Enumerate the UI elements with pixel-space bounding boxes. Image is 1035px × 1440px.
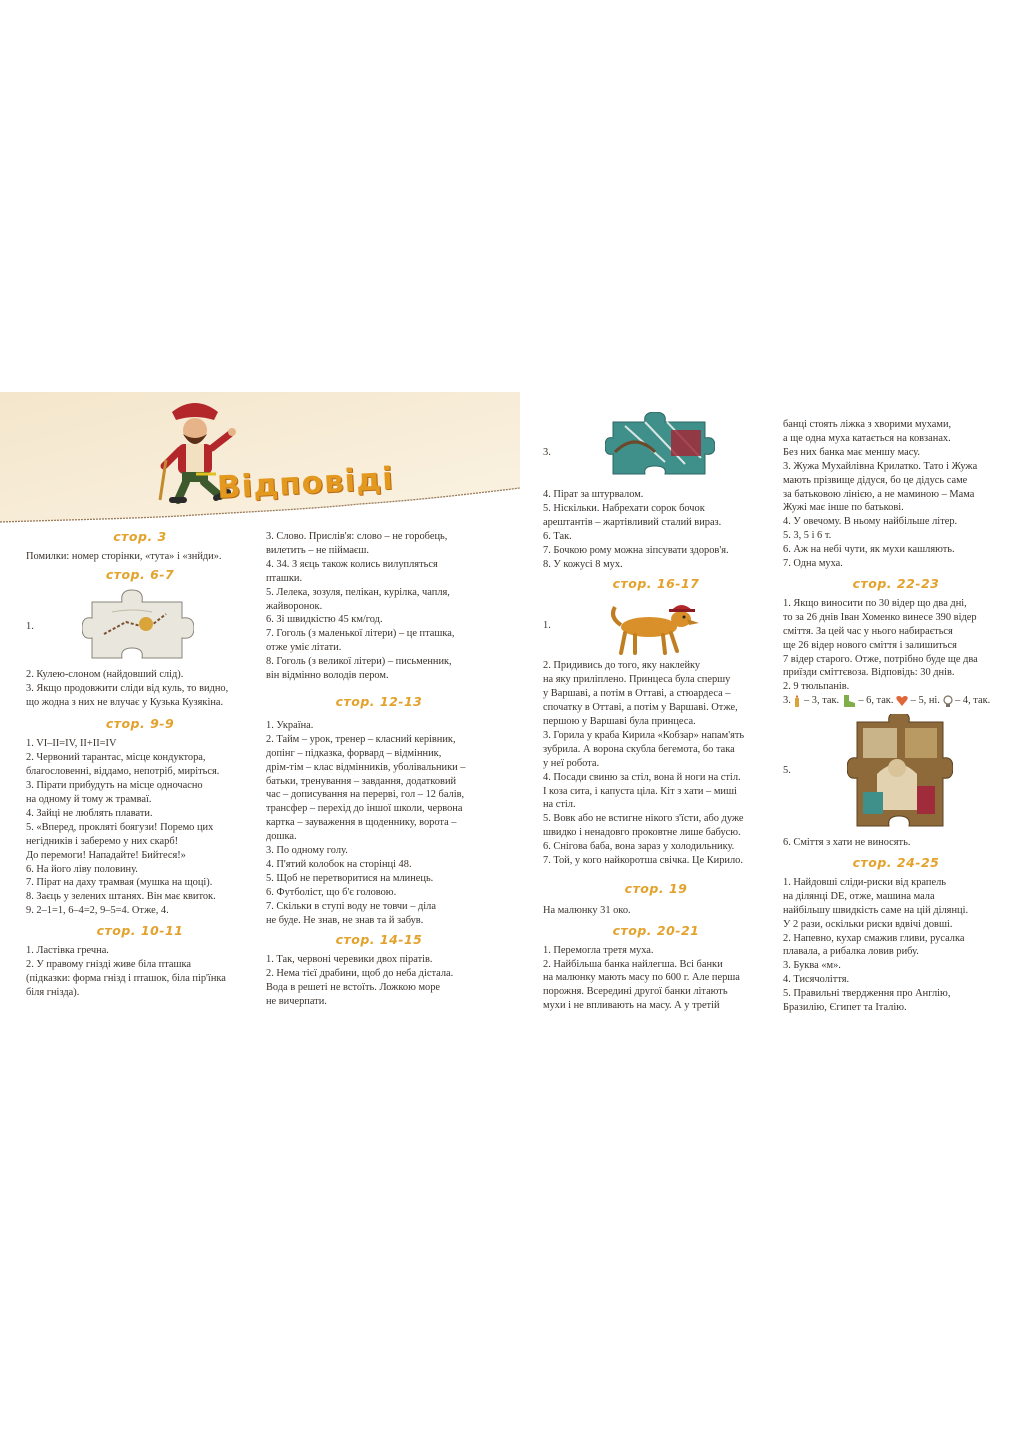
answer-line: 4. Тисячоліття.: [783, 974, 850, 986]
answer-line: 3. Пірати прибудуть на місце одночасно: [26, 780, 203, 792]
answer-line: арештантів – жартівливий сталий вираз.: [543, 516, 722, 528]
answers-column-3: [543, 418, 769, 1013]
answer-line: ще 26 відер нового сміття і залишиться: [783, 639, 957, 651]
answer-line: допінг – підказка, форвард – відмінник,: [266, 747, 442, 759]
answer-line: 4. У овечому. В ньому найбільше літер.: [783, 516, 958, 528]
answer-line: 2. Нема тієї драбини, щоб до неба дістала.: [266, 968, 454, 980]
answer-line: 1. Ластівка гречна.: [26, 945, 109, 957]
answer-line: вилетить – не піймаєш.: [266, 544, 369, 556]
answer-line: жайворонок.: [266, 600, 323, 612]
section-title: стор. 6-7: [105, 566, 175, 582]
answer-line: не буде. Не знав, не знав та й забув.: [266, 914, 424, 926]
answer-text: – 5, ні.: [910, 695, 940, 707]
page-title: Відповіді: [216, 460, 395, 506]
answer-line: не вичерпати.: [266, 996, 327, 1008]
answer-line: 4. Зайці не люблять плавати.: [26, 807, 153, 819]
answer-line: 3. Горила у краба Кирила «Кобзар» напам'ять: [543, 729, 745, 741]
answer-line: благословенні, віддамо, непотріб, миріться.: [26, 766, 220, 778]
answer-number: 5.: [783, 765, 791, 777]
answer-line: 6. Так.: [543, 530, 572, 542]
answer-line: сміття. За цей час у нього набирається: [783, 625, 953, 637]
answer-line: 4. Посади свиню за стіл, вона й ноги на стіл.: [543, 771, 741, 783]
answer-line: 2. Тайм – урок, тренер – класний керівник,: [266, 733, 456, 745]
answer-line: у неї робота.: [543, 757, 600, 769]
answer-line: 5. Вовк або не встигне нікого з'їсти, або дуже: [543, 813, 744, 825]
heart-icon: [896, 695, 908, 706]
boot-icon: [842, 695, 856, 707]
answer-line: До перемоги! Нападайте! Бийтеся!»: [26, 849, 186, 861]
answer-line: 3. Жужа Мухайлівна Крилатко. Тато і Жужа: [783, 460, 978, 472]
answer-line: 2. Придивись до того, яку наклейку: [543, 660, 701, 672]
answer-line: негідників і заберемо у них скарб!: [26, 835, 179, 847]
answer-line: 1. Україна.: [266, 719, 314, 731]
section-title: стор. 19: [624, 880, 688, 896]
answer-line: 7. Бочкою рому можна зіпсувати здоров'я.: [543, 544, 729, 556]
header-band: [0, 392, 520, 524]
puzzle-piece-ship-icon: [605, 412, 715, 478]
answer-line: 6. Аж на небі чути, як мухи кашляють.: [783, 544, 955, 556]
section-title: стор. 3: [113, 529, 167, 544]
answer-line: дошка.: [266, 831, 297, 843]
answer-line: 6. Снігова баба, вона зараз у холодильнику.: [543, 841, 735, 853]
section-title: стор. 22-23: [852, 575, 940, 591]
section-title: стор. 24-25: [852, 855, 940, 871]
answer-line: 2. Найбільша банка найлегша. Всі банки: [543, 958, 723, 970]
answer-text: – 3, так.: [804, 695, 840, 707]
answer-line: 2. 9 тюльпанів.: [783, 681, 850, 693]
answer-line: мають прізвище дідуся, бо це дідусь саме: [783, 474, 968, 486]
answer-line: Без них банка має меншу масу.: [783, 446, 920, 458]
answer-line: мухи і не впливають на масу. А у третій: [543, 1000, 720, 1012]
answer-line: І коза сита, і капуста ціла. Кіт з хати – миші: [543, 785, 737, 797]
answer-line: 3. Якщо продовжити сліди від куль, то видно,: [26, 682, 229, 694]
answer-line: на стіл.: [543, 799, 576, 811]
puzzle-piece-map-icon: [82, 588, 194, 664]
answer-line: 4. П'ятий колобок на сторінці 48.: [266, 858, 412, 870]
answer-line: 6. Зі швидкістю 45 км/год.: [266, 614, 383, 626]
answer-line: Бразилію, Єгипет та Італію.: [783, 1002, 907, 1014]
answer-line: банці стоять ліжка з хворими мухами,: [783, 419, 952, 430]
answer-line: 7. Той, у кого найкоротша свічка. Це Кирило.: [543, 855, 743, 867]
answer-line: 8. Заєць у зелених штанях. Він має квиток.: [26, 891, 216, 903]
answer-line: то за 26 днів Іван Хоменко винесе 390 відер: [783, 611, 977, 623]
answer-line: плавала, а рибалка ловив рибу.: [783, 946, 919, 958]
answer-line: 5. Щоб не перетворитися на млинець.: [266, 872, 434, 884]
answer-line: У 2 рази, оскільки риски вдвічі довші.: [783, 918, 953, 930]
answer-line: він відмінно володів пером.: [266, 670, 389, 682]
answer-line: 1. Так, червоні черевики двох піратів.: [266, 954, 433, 966]
answer-line: на яку приліплено. Принцеса була спершу: [543, 674, 731, 686]
answer-line: 2. Напевно, кухар смажив гливи, русалка: [783, 932, 965, 944]
section-title: стор. 14-15: [335, 932, 423, 948]
answer-line: Вода в решеті не встоїть. Ложкою море: [266, 982, 441, 994]
candle-icon: [793, 695, 801, 707]
answers-column-4: [783, 418, 1009, 1015]
answer-line: 2. У правому гнізді живе біла пташка: [26, 958, 192, 970]
answer-line: на одному й тому ж трамваї.: [26, 793, 152, 805]
answer-line: 1. Перемогла третя муха.: [543, 944, 654, 956]
answer-line: дрім-тім – клас відмінників, уболівальники –: [266, 761, 466, 773]
answer-line: зубрила. А ворона скубла бегемота, бо така: [543, 743, 735, 755]
answer-text: – 4, так.: [955, 695, 991, 707]
answer-number: 3.: [783, 695, 791, 707]
answers-column-1: [26, 530, 254, 1000]
puzzle-piece-room-icon: [847, 714, 953, 832]
answer-line: 1. Найдовші сліди-риски від крапель: [783, 876, 946, 888]
answer-line: приїзди сміттєвоза. Відповідь: 30 днів.: [783, 667, 955, 679]
answer-line: 5. Ніскільки. Набрехати сорок бочок: [543, 502, 705, 514]
answer-line: картка – зауваження в щоденнику, ворота –: [266, 817, 457, 829]
answer-line: на ділянці DE, отже, машина мала: [783, 890, 935, 902]
answer-line: (підказки: форма гнізд і пташок, біла пір'їнка: [26, 972, 226, 984]
answer-text: – 6, так.: [858, 695, 894, 707]
answer-line: 6. Сміття з хати не виносять.: [783, 837, 911, 849]
answer-line: отже уміє літати.: [266, 642, 342, 654]
answer-line: 6. Футболіст, що б'є головою.: [266, 886, 397, 898]
answer-line: 4. Пірат за штурвалом.: [543, 489, 644, 500]
answer-line: батьки, тренування – завдання, додатковий: [266, 775, 457, 787]
section-title: стор. 12-13: [335, 693, 423, 709]
answer-number: 1.: [543, 620, 551, 632]
answer-line: трансфер – перехід до іншої школи, червона: [266, 803, 463, 815]
answer-line: 1. VI–II=IV, II+II=IV: [26, 738, 117, 750]
section-title: стор. 9-9: [105, 716, 175, 732]
answer-line: у Варшаві, а потім в Оттаві, а стюардеса –: [543, 688, 731, 700]
lightbulb-icon: [943, 695, 953, 707]
answer-line: 7. Одна муха.: [783, 558, 843, 570]
section-title: стор. 20-21: [612, 922, 700, 938]
answer-line: 6. На його ліву половину.: [26, 863, 138, 875]
answer-line: 7. Гоголь (з маленької літери) – це пташка,: [266, 628, 455, 640]
answer-line: 5. 3, 5 і 6 т.: [783, 530, 832, 542]
answer-line: час – дописування на перерві, гол – 12 балів,: [266, 789, 465, 801]
answer-line: 5. Лелека, зозуля, пелікан, курілка, чапля,: [266, 586, 450, 598]
answer-line: 8. У кожусі 8 мух.: [543, 558, 623, 570]
answer-line: 2. Червоний тарантас, місце кондуктора,: [26, 752, 206, 764]
answer-line: 5. Правильні твердження про Англію,: [783, 988, 951, 1000]
answer-line: а ще одна муха катається на ковзанах.: [783, 432, 951, 444]
answer-line: 7. Скільки в ступі воду не товчи – діла: [266, 900, 436, 912]
answer-line: 2. Кулею-слоном (найдовший слід).: [26, 668, 184, 680]
dog-with-hat-icon: [609, 593, 699, 655]
answer-line: першою у Варшаві була принцеса.: [543, 715, 696, 727]
answer-line: 7 відер старого. Отже, потрібно буде ще два: [783, 653, 978, 665]
answer-line: На малюнку 31 око.: [543, 904, 631, 916]
answer-line: 3. Буква «м».: [783, 960, 841, 972]
answer-line: пташки.: [266, 572, 303, 584]
answer-line: [783, 694, 1009, 708]
answer-line: на малюнку мають масу по 600 г. Але перша: [543, 972, 740, 984]
answers-column-2: [266, 530, 492, 1009]
section-title: стор. 16-17: [612, 576, 700, 592]
answer-line: 4. 34. З яєць також колись вилупляться: [266, 558, 438, 570]
answer-line: Жужі має інше по батькові.: [783, 502, 904, 514]
answer-number: 3.: [543, 447, 551, 458]
answer-line: Помилки: номер сторінки, «тута» і «знйди».: [26, 550, 222, 562]
answer-line: 1. Якщо виносити по 30 відер що два дні,: [783, 597, 967, 609]
answer-line: 3. По одному голу.: [266, 845, 348, 857]
section-title: стор. 10-11: [96, 923, 184, 939]
answer-line: спочатку в Оттаві, а потім у Варшаві. Отже,: [543, 702, 738, 714]
answer-line: 3. Слово. Прислів'я: слово – не горобець,: [266, 531, 448, 542]
answer-line: швидко і ненадовго проковтне лише бабусю.: [543, 827, 741, 839]
answer-line: найбільшу швидкість саме на цій ділянці.: [783, 904, 969, 916]
answer-line: 7. Пірат на даху трамвая (мушка на щоці).: [26, 877, 213, 889]
answer-line: 9. 2–1=1, 6–4=2, 9–5=4. Отже, 4.: [26, 905, 169, 917]
answer-line: порожня. Всередині другої банки літають: [543, 986, 728, 998]
answer-number: 1.: [26, 620, 34, 632]
answer-line: 8. Гоголь (з великої літери) – письменник,: [266, 656, 452, 668]
answer-line: 5. «Вперед, прокляті боягузи! Поремо цих: [26, 821, 214, 833]
answer-line: що жодна з них не влучає у Кузька Кузякіна.: [26, 696, 224, 708]
answer-line: біля гнізда).: [26, 986, 80, 998]
answer-line: за батьковою лінією, а не маминою – Мама: [783, 488, 975, 500]
